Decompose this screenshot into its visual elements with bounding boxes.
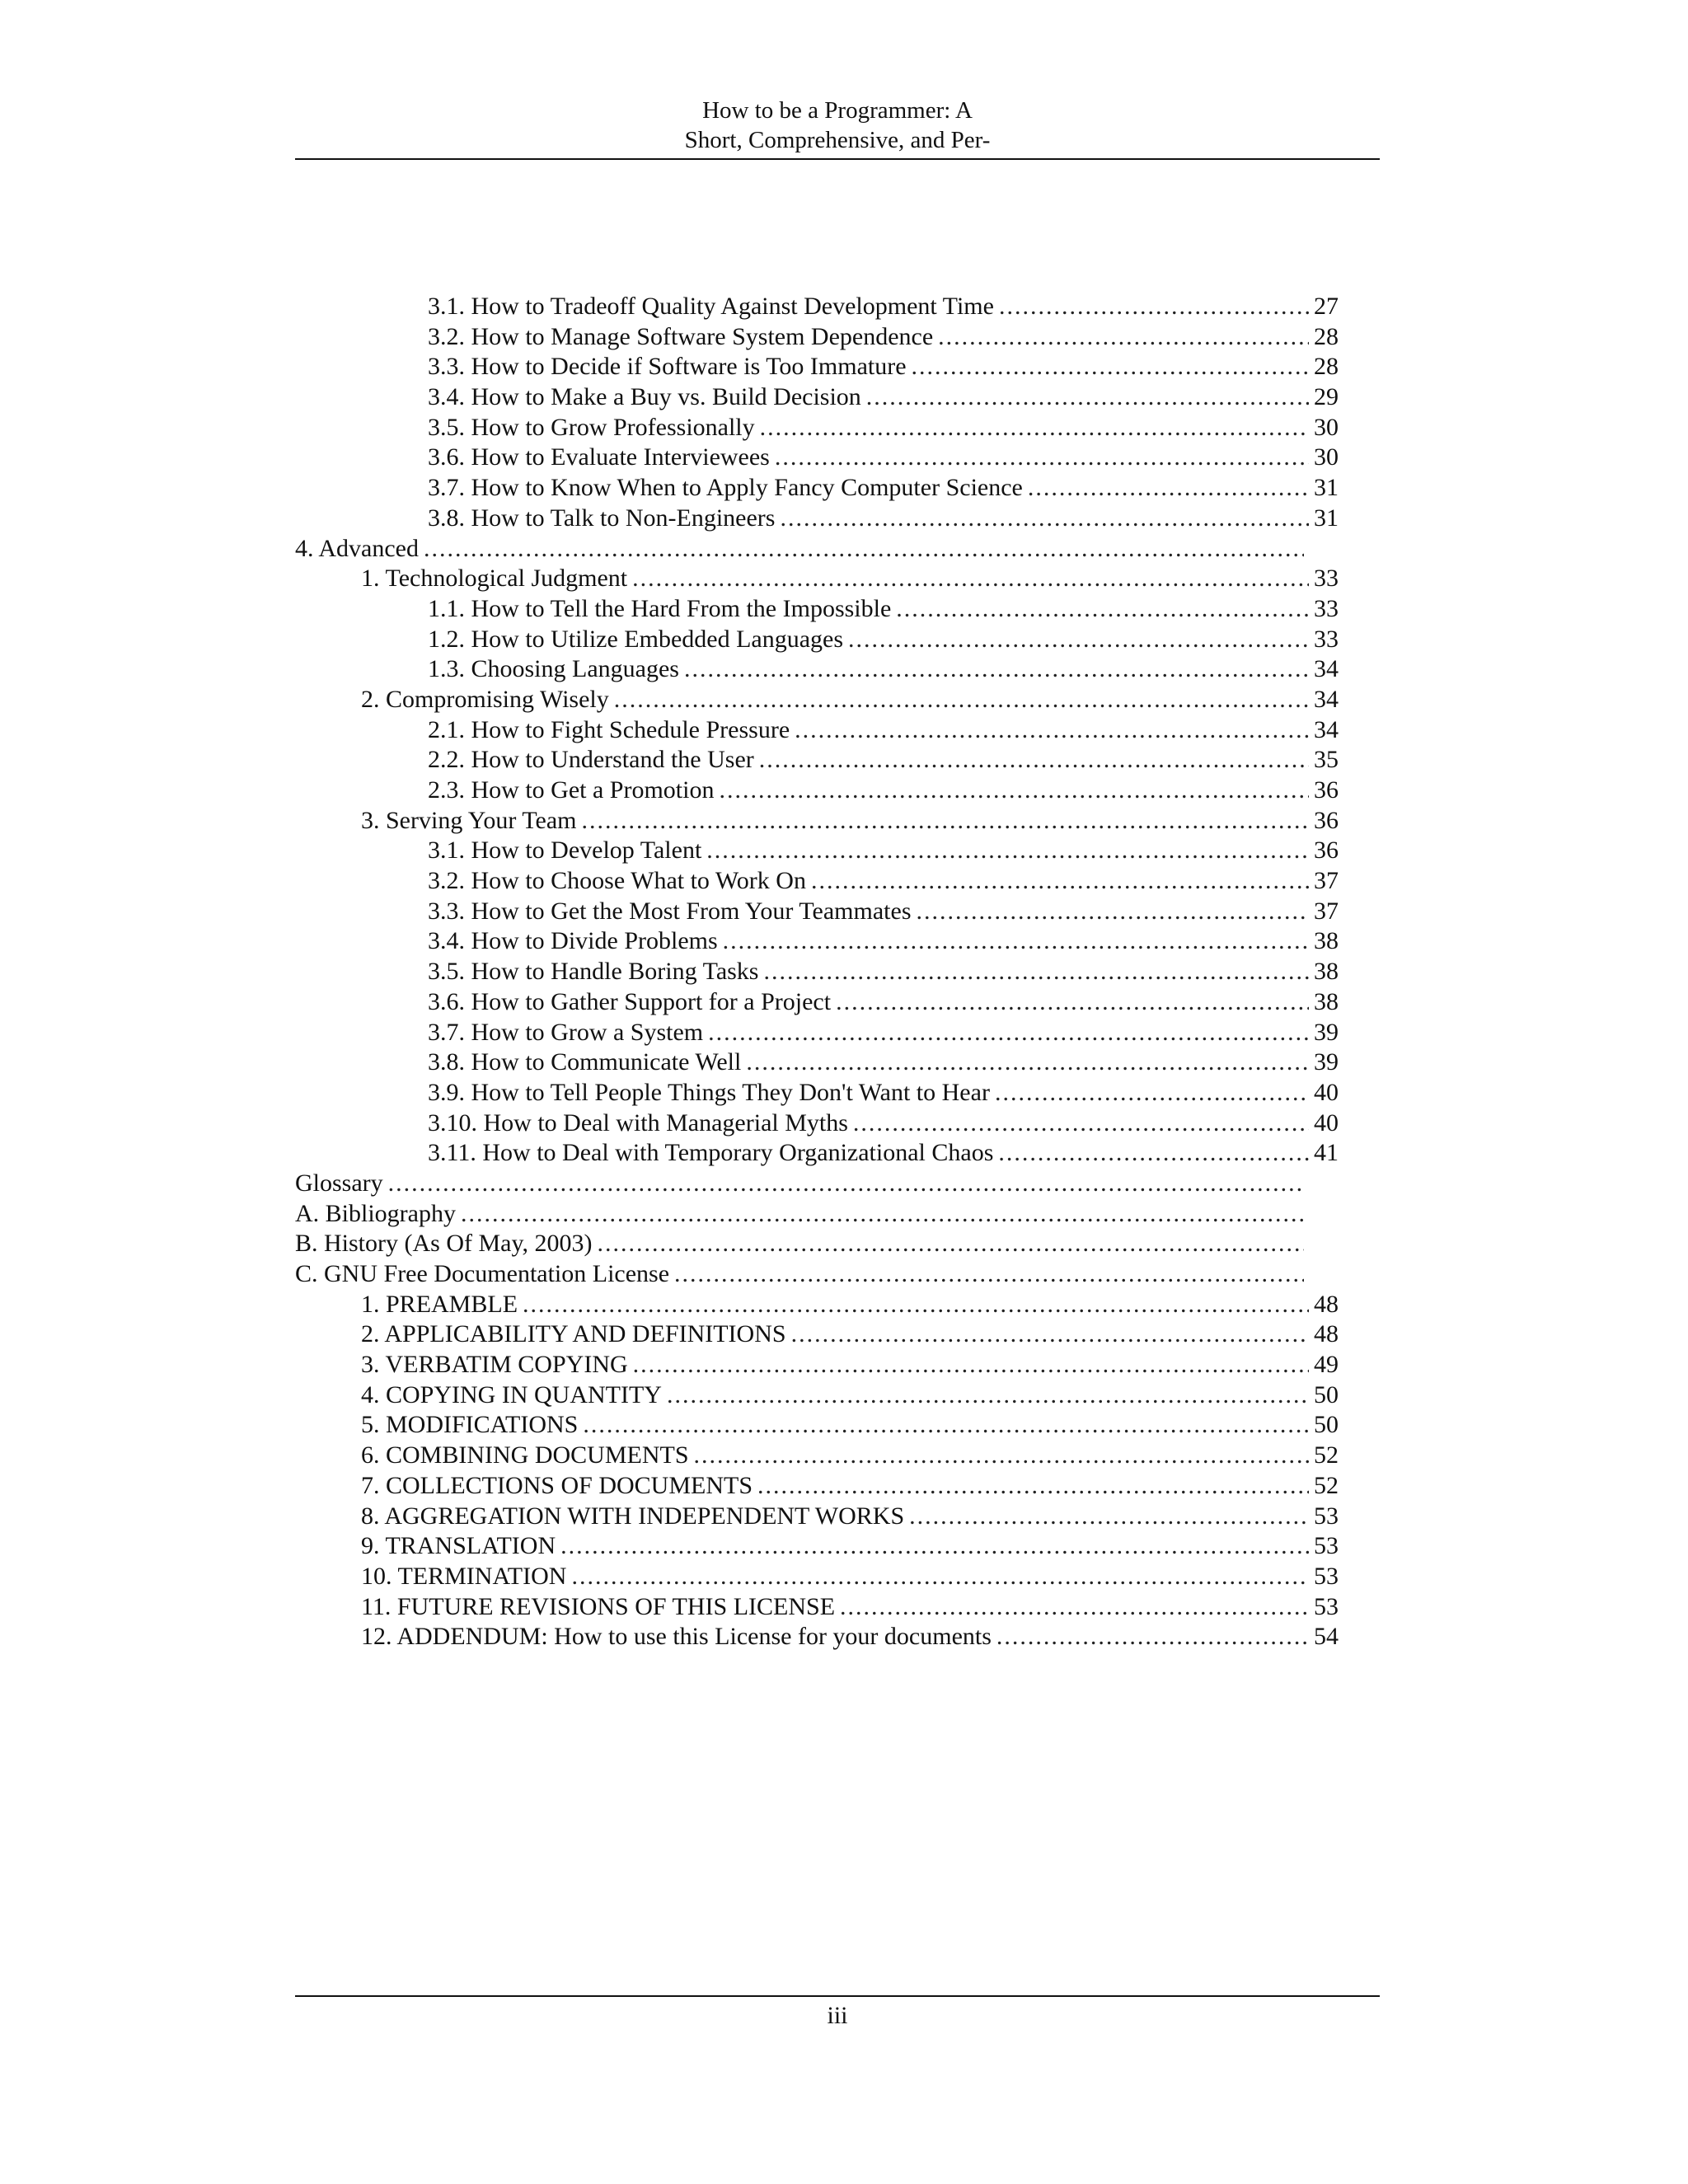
toc-entry-title: 3.1. How to Tradeoff Quality Against Development Time [428, 293, 994, 320]
toc-entry[interactable] [295, 1199, 1309, 1230]
toc-dot-leader [995, 1078, 1309, 1108]
toc-entry-page: 27 [1314, 293, 1339, 320]
toc-entry-page: 33 [1314, 594, 1339, 622]
toc-dot-leader [999, 292, 1309, 322]
toc-entry-title: 3.5. How to Handle Boring Tasks [428, 958, 759, 986]
toc-dot-leader [780, 504, 1309, 534]
toc-entry-title: 4. Advanced [295, 534, 419, 562]
toc-entry-page: 53 [1314, 1592, 1339, 1620]
toc-entry[interactable] [295, 1018, 1339, 1048]
toc-entry[interactable] [295, 685, 1339, 715]
toc-dot-leader [896, 594, 1309, 625]
toc-entry[interactable] [295, 625, 1339, 655]
toc-entry-title: A. Bibliography [295, 1199, 456, 1227]
toc-entry-title: 2. Compromising Wisely [361, 685, 609, 713]
toc-dot-leader [632, 564, 1309, 594]
toc-entry-title: 1. Technological Judgment [361, 565, 628, 593]
toc-entry[interactable] [295, 504, 1339, 534]
toc-entry[interactable] [295, 1622, 1339, 1652]
toc-entry-page: 38 [1314, 987, 1339, 1015]
toc-entry-page: 40 [1314, 1108, 1339, 1137]
toc-entry-title: 2.3. How to Get a Promotion [428, 776, 715, 804]
toc-entry[interactable] [295, 806, 1339, 837]
toc-entry-title: 3.6. How to Evaluate Interviewees [428, 443, 770, 471]
toc-dot-leader [866, 382, 1309, 413]
toc-entry-page: 31 [1314, 474, 1339, 502]
running-header-line-2: Short, Comprehensive, and Per- [684, 127, 991, 153]
toc-entry-page: 48 [1314, 1320, 1339, 1348]
toc-entry[interactable] [295, 594, 1339, 625]
toc-entry-title: 12. ADDENDUM: How to use this License for your documents [361, 1623, 992, 1651]
toc-entry-title: C. GNU Free Documentation License [295, 1260, 670, 1287]
toc-entry[interactable] [295, 715, 1339, 746]
toc-entry-title: 3.9. How to Tell People Things They Don't Want to Hear [428, 1078, 990, 1106]
toc-entry[interactable] [295, 564, 1339, 594]
toc-entry[interactable] [295, 1169, 1309, 1199]
toc-entry-page: 39 [1314, 1018, 1339, 1046]
toc-entry-title: 3.4. How to Divide Problems [428, 927, 718, 955]
toc-entry-title: 3.8. How to Communicate Well [428, 1048, 742, 1076]
toc-entry-page: 52 [1314, 1441, 1339, 1469]
toc-dot-leader [1028, 473, 1309, 504]
toc-entry-title: 3.10. How to Deal with Managerial Myths [428, 1108, 848, 1137]
toc-entry-page: 34 [1314, 715, 1339, 743]
toc-entry[interactable] [295, 776, 1339, 806]
toc-entry-title: B. History (As Of May, 2003) [295, 1230, 593, 1258]
toc-entry[interactable] [295, 1259, 1309, 1290]
toc-entry-title: 1.3. Choosing Languages [428, 655, 679, 683]
toc-entry[interactable] [295, 745, 1339, 776]
toc-entry-title: 7. COLLECTIONS OF DOCUMENTS [361, 1471, 753, 1499]
toc-dot-leader [706, 836, 1309, 866]
toc-entry[interactable] [295, 1319, 1339, 1350]
page-number: iii [827, 2002, 848, 2029]
toc-dot-leader [795, 715, 1309, 746]
table-of-contents [295, 292, 1380, 1652]
toc-entry[interactable] [295, 1047, 1339, 1078]
toc-entry-title: 3.5. How to Grow Professionally [428, 413, 755, 441]
toc-dot-leader [996, 1622, 1309, 1652]
toc-entry-page: 52 [1314, 1471, 1339, 1499]
toc-entry-title: 3.11. How to Deal with Temporary Organizational Chaos [428, 1139, 994, 1167]
toc-entry-page: 50 [1314, 1411, 1339, 1439]
toc-entry-page: 28 [1314, 353, 1339, 381]
footer-rule [295, 1995, 1380, 1997]
toc-entry[interactable] [295, 1592, 1339, 1623]
toc-entry-page: 35 [1314, 746, 1339, 774]
toc-entry[interactable] [295, 1229, 1309, 1259]
toc-entry-page: 33 [1314, 565, 1339, 593]
toc-entry-page: 36 [1314, 806, 1339, 834]
toc-entry[interactable] [295, 443, 1339, 473]
toc-entry-title: 3.7. How to Know When to Apply Fancy Computer Science [428, 474, 1023, 502]
toc-entry-title: 6. COMBINING DOCUMENTS [361, 1441, 689, 1469]
toc-dot-leader [388, 1169, 1304, 1199]
toc-entry[interactable] [295, 413, 1339, 443]
toc-entry-title: Glossary [295, 1169, 383, 1197]
toc-dot-leader [836, 987, 1309, 1018]
toc-entry-page: 31 [1314, 504, 1339, 532]
toc-dot-leader [560, 1531, 1309, 1562]
toc-dot-leader [523, 1290, 1309, 1320]
toc-dot-leader [840, 1592, 1309, 1623]
running-header [295, 96, 1380, 155]
toc-entry-title: 2. APPLICABILITY AND DEFINITIONS [361, 1320, 786, 1348]
toc-entry-title: 5. MODIFICATIONS [361, 1411, 579, 1439]
toc-entry[interactable] [295, 1410, 1339, 1441]
toc-dot-leader [760, 413, 1309, 443]
toc-dot-leader [917, 897, 1310, 927]
toc-entry-title: 3. VERBATIM COPYING [361, 1351, 628, 1379]
toc-dot-leader [583, 1410, 1309, 1441]
toc-entry-title: 1. PREAMBLE [361, 1290, 518, 1318]
toc-entry-page: 50 [1314, 1380, 1339, 1408]
toc-entry-title: 8. AGGREGATION WITH INDEPENDENT WORKS [361, 1502, 905, 1530]
toc-entry-page: 38 [1314, 927, 1339, 955]
toc-entry-page: 53 [1314, 1532, 1339, 1560]
toc-entry[interactable] [295, 292, 1339, 322]
toc-entry-page: 33 [1314, 625, 1339, 653]
toc-entry[interactable] [295, 1108, 1339, 1139]
toc-entry[interactable] [295, 897, 1339, 927]
toc-entry[interactable] [295, 1531, 1339, 1562]
toc-entry[interactable] [295, 987, 1339, 1018]
toc-dot-leader [461, 1199, 1304, 1230]
toc-entry[interactable] [295, 957, 1339, 987]
toc-entry-title: 2.1. How to Fight Schedule Pressure [428, 715, 790, 743]
toc-entry-title: 10. TERMINATION [361, 1562, 567, 1590]
toc-entry-title: 3.6. How to Gather Support for a Project [428, 987, 832, 1015]
toc-entry-page: 28 [1314, 322, 1339, 350]
toc-entry-page: 53 [1314, 1562, 1339, 1590]
toc-entry-page: 36 [1314, 837, 1339, 865]
toc-entry[interactable] [295, 1441, 1339, 1471]
toc-entry-title: 9. TRANSLATION [361, 1532, 556, 1560]
toc-entry-page: 34 [1314, 655, 1339, 683]
toc-entry-title: 3.1. How to Develop Talent [428, 837, 702, 865]
toc-entry[interactable] [295, 926, 1339, 957]
header-rule [295, 158, 1380, 160]
toc-entry-title: 2.2. How to Understand the User [428, 746, 754, 774]
toc-entry[interactable] [295, 534, 1309, 565]
toc-entry-title: 3.4. How to Make a Buy vs. Build Decision [428, 383, 861, 411]
toc-entry-page: 37 [1314, 867, 1339, 895]
toc-entry-title: 3.8. How to Talk to Non-Engineers [428, 504, 776, 532]
toc-entry-page: 54 [1314, 1623, 1339, 1651]
toc-dot-leader [763, 957, 1309, 987]
toc-dot-leader [598, 1229, 1304, 1259]
toc-entry[interactable] [295, 322, 1339, 353]
toc-dot-leader [667, 1380, 1309, 1411]
toc-entry-title: 3. Serving Your Team [361, 806, 577, 834]
toc-entry-page: 40 [1314, 1078, 1339, 1106]
toc-entry[interactable] [295, 1502, 1339, 1532]
toc-dot-leader [791, 1319, 1309, 1350]
toc-dot-leader [674, 1259, 1304, 1290]
toc-entry[interactable] [295, 1380, 1339, 1411]
toc-dot-leader [723, 926, 1309, 957]
toc-entry-title: 4. COPYING IN QUANTITY [361, 1380, 662, 1408]
toc-dot-leader [853, 1108, 1309, 1139]
toc-entry[interactable] [295, 352, 1339, 382]
toc-dot-leader [775, 443, 1309, 473]
toc-dot-leader [708, 1018, 1309, 1048]
toc-dot-leader [909, 1502, 1309, 1532]
toc-entry[interactable] [295, 654, 1339, 685]
toc-entry-page: 41 [1314, 1139, 1339, 1167]
toc-dot-leader [694, 1441, 1309, 1471]
toc-entry-page: 30 [1314, 443, 1339, 471]
toc-dot-leader [848, 625, 1309, 655]
toc-entry-title: 3.2. How to Choose What to Work On [428, 867, 806, 895]
toc-dot-leader [757, 1471, 1309, 1502]
toc-entry-page: 34 [1314, 685, 1339, 713]
toc-dot-leader [912, 352, 1309, 382]
toc-entry-page: 38 [1314, 958, 1339, 986]
toc-dot-leader [582, 806, 1309, 837]
toc-dot-leader [759, 745, 1309, 776]
toc-dot-leader [998, 1138, 1309, 1169]
toc-entry-title: 3.2. How to Manage Software System Dependence [428, 322, 934, 350]
toc-entry-page: 39 [1314, 1048, 1339, 1076]
toc-entry-page: 49 [1314, 1351, 1339, 1379]
toc-entry[interactable] [295, 1471, 1339, 1502]
toc-entry[interactable] [295, 836, 1339, 866]
toc-entry-title: 1.2. How to Utilize Embedded Languages [428, 625, 844, 653]
toc-entry[interactable] [295, 1562, 1339, 1592]
toc-dot-leader [684, 654, 1309, 685]
toc-dot-leader [614, 685, 1309, 715]
toc-dot-leader [719, 776, 1309, 806]
toc-dot-leader [571, 1562, 1309, 1592]
toc-entry-page: 36 [1314, 776, 1339, 804]
toc-entry-title: 1.1. How to Tell the Hard From the Impossible [428, 594, 892, 622]
toc-entry[interactable] [295, 1078, 1339, 1108]
toc-dot-leader [424, 534, 1304, 565]
toc-entry[interactable] [295, 866, 1339, 897]
toc-entry-page: 48 [1314, 1290, 1339, 1318]
toc-entry[interactable] [295, 382, 1339, 413]
running-header-line-1: How to be a Programmer: A [702, 97, 973, 124]
toc-dot-leader [633, 1350, 1309, 1380]
toc-entry-page: 29 [1314, 383, 1339, 411]
toc-entry-title: 3.7. How to Grow a System [428, 1018, 704, 1046]
toc-entry-page: 30 [1314, 413, 1339, 441]
toc-entry[interactable] [295, 473, 1339, 504]
toc-dot-leader [938, 322, 1309, 353]
toc-entry-page: 53 [1314, 1502, 1339, 1530]
toc-entry[interactable] [295, 1290, 1339, 1320]
toc-entry[interactable] [295, 1350, 1339, 1380]
toc-dot-leader [811, 866, 1309, 897]
toc-dot-leader [746, 1047, 1309, 1078]
toc-entry-title: 3.3. How to Get the Most From Your Teammates [428, 897, 912, 925]
toc-entry-title: 3.3. How to Decide if Software is Too Immature [428, 353, 907, 381]
toc-entry[interactable] [295, 1138, 1339, 1169]
toc-entry-page: 37 [1314, 897, 1339, 925]
toc-entry-title: 11. FUTURE REVISIONS OF THIS LICENSE [361, 1592, 836, 1620]
